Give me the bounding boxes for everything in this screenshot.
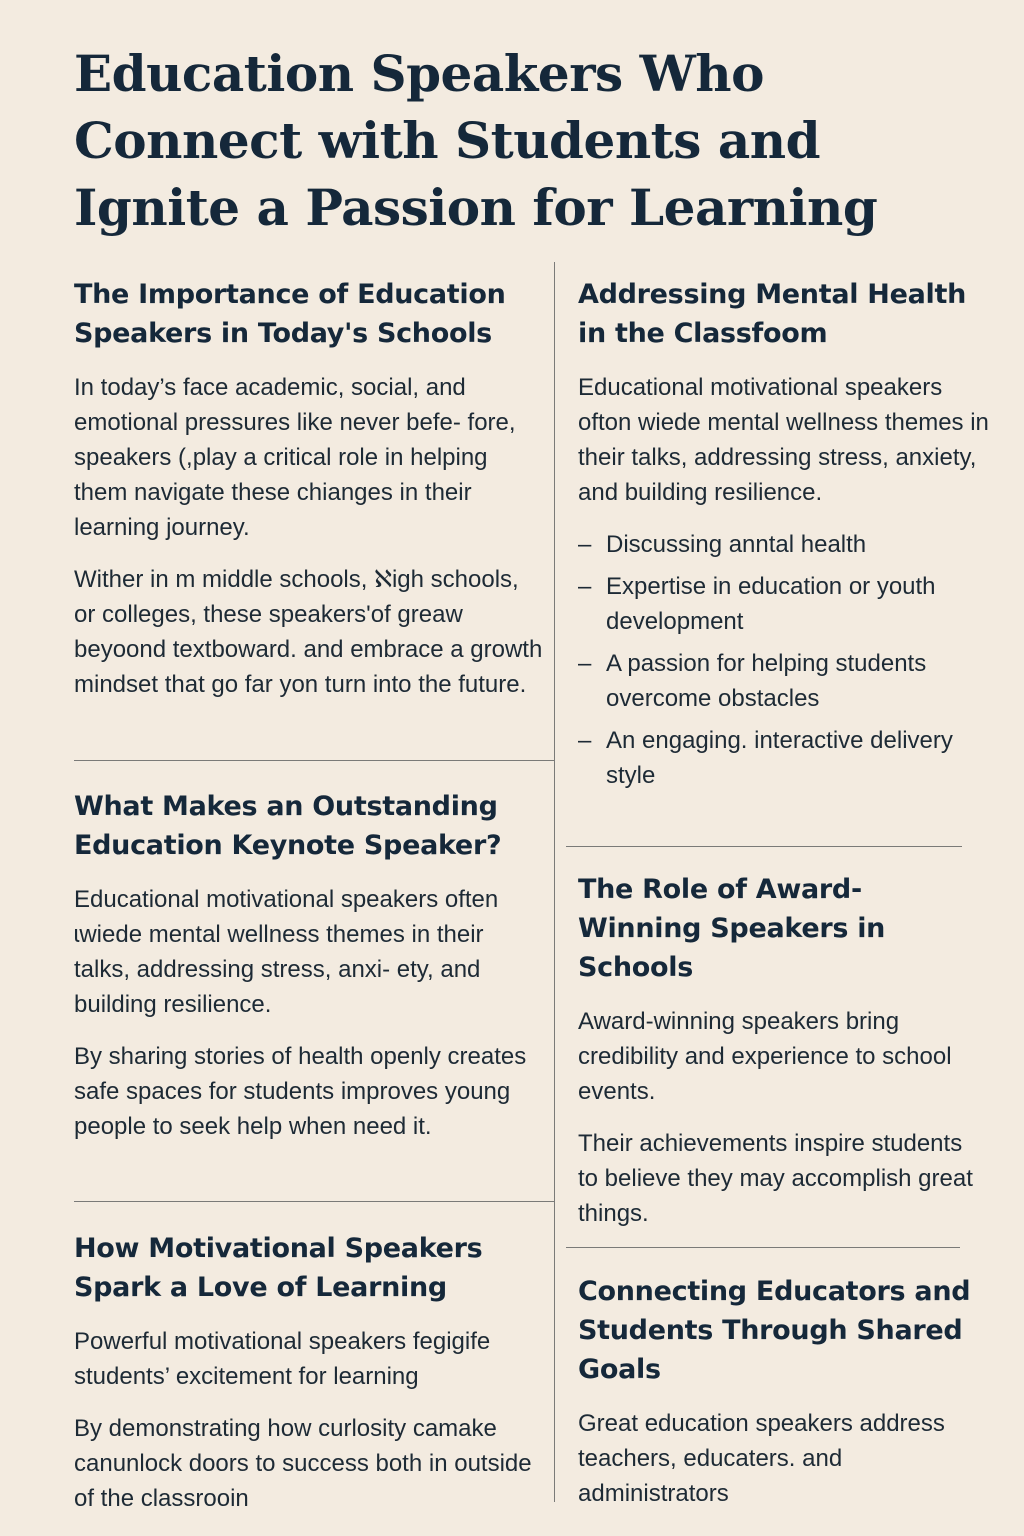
section-heading: Addressing Mental Health in the Classfoom bbox=[578, 279, 967, 349]
column-divider bbox=[554, 262, 555, 1502]
section-paragraph: Educational motivational speakers ofton wiede mental wellness themes in their talks, addressing stress, anxiety, and building resilience. bbox=[578, 374, 989, 506]
list-item-text: A passion for helping students overcome obstacles bbox=[606, 650, 927, 712]
bullet-list bbox=[578, 527, 998, 793]
section-shared-goals bbox=[578, 1272, 978, 1511]
section-heading: The Importance of Education Speakers in Today's Schools bbox=[74, 279, 506, 349]
bullet-marker: – bbox=[578, 650, 592, 677]
section-outstanding-speaker bbox=[74, 787, 544, 1144]
section-heading: What Makes an Outstanding Education Keynote Speaker? bbox=[74, 791, 502, 861]
section-award-winning bbox=[578, 870, 978, 1231]
section-paragraph: Their achievements inspire students to believe they may accomplish great things. bbox=[578, 1130, 973, 1227]
section-paragraph: Great education speakers address teachers, educaters. and administrators bbox=[578, 1410, 945, 1507]
list-item bbox=[578, 646, 998, 716]
section-paragraph: Wither in m middle schools, ℵigh schools, or colleges, these speakers'of greaw beyoond textboward. and embrace a growth mindset that go far yon turn into the future. bbox=[74, 566, 543, 698]
bullet-marker: – bbox=[578, 531, 592, 558]
page-title: Education Speakers Who Connect with Students and Ignite a Passion for Learning bbox=[74, 44, 878, 237]
list-item bbox=[578, 527, 998, 562]
list-item-text: Discussing anntal health bbox=[606, 531, 867, 558]
section-paragraph: Award-winning speakers bring credibility and experience to school events. bbox=[578, 1008, 952, 1105]
list-item-text: An engaging. interactive delivery style bbox=[606, 727, 953, 789]
section-divider bbox=[566, 846, 962, 847]
list-item-text: Expertise in education or youth development bbox=[606, 573, 936, 635]
section-heading: How Motivational Speakers Spark a Love of Learning bbox=[74, 1233, 483, 1303]
bullet-marker: – bbox=[578, 573, 592, 600]
section-heading: Connecting Educators and Students Through Shared Goals bbox=[578, 1276, 971, 1385]
bullet-marker: – bbox=[578, 727, 592, 754]
section-heading: The Role of Award-Winning Speakers in Schools bbox=[578, 874, 886, 983]
section-paragraph: In today’s face academic, social, and emotional pressures like never befe- fore, speakers (,play a critical role in helping them navigate these chianges in their learning journey. bbox=[74, 374, 516, 541]
list-item bbox=[578, 569, 998, 639]
section-mental-health bbox=[578, 275, 998, 800]
section-paragraph: Educational motivational speakers often ɩwiede mental wellness themes in their talks, addressing stress, anxi- ety, and building resilience. bbox=[74, 886, 499, 1018]
section-divider bbox=[74, 760, 554, 761]
list-item bbox=[578, 723, 998, 793]
section-love-of-learning bbox=[74, 1229, 544, 1516]
section-divider bbox=[566, 1247, 960, 1248]
section-divider bbox=[74, 1201, 554, 1202]
section-paragraph: Powerful motivational speakers fegigife students’ excitement for learning bbox=[74, 1328, 491, 1390]
section-paragraph: By demonstrating how curlosity camake canunlock doors to success both in outside of the classrooin bbox=[74, 1415, 532, 1512]
section-paragraph: By sharing stories of health openly creates safe spaces for students improves young people to seek help when need it. bbox=[74, 1043, 527, 1140]
section-importance bbox=[74, 275, 544, 702]
